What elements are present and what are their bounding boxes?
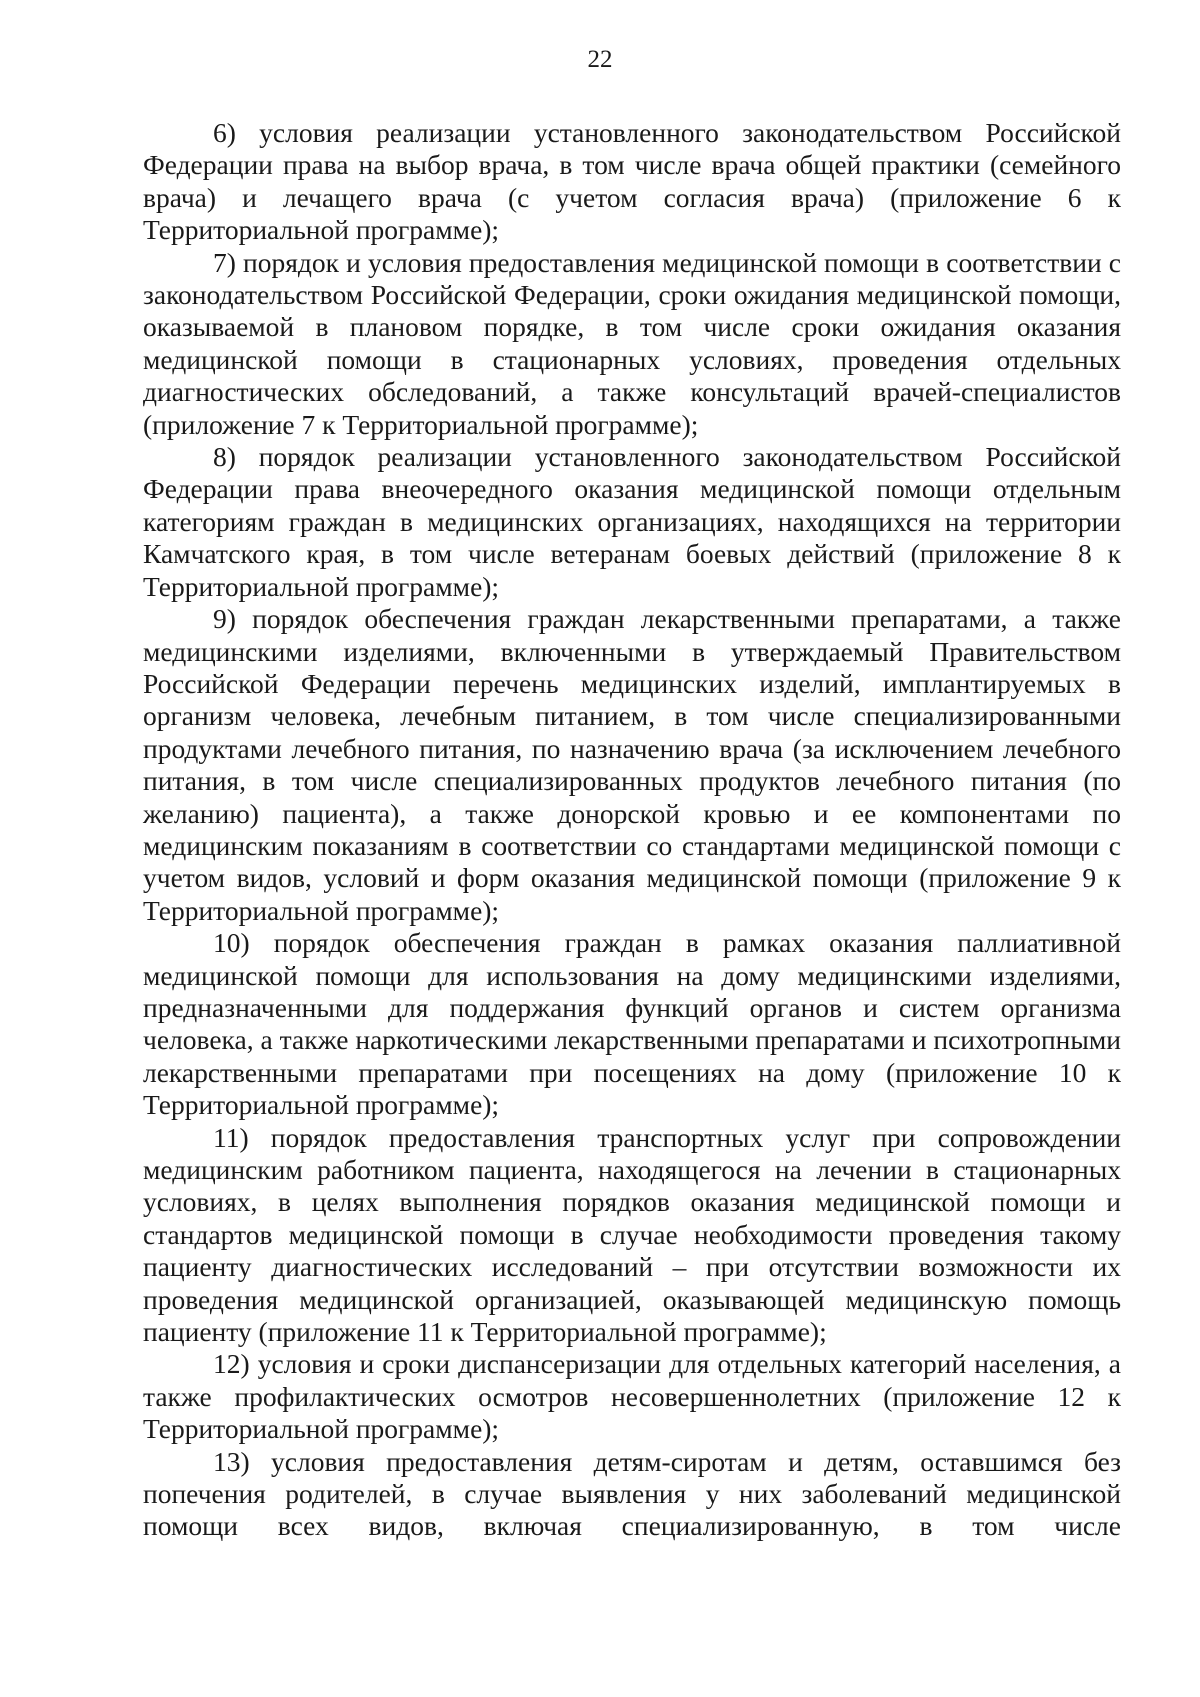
paragraph-item-10: 10) порядок обеспечения граждан в рамках оказания паллиативной медицинской помощи для использования на дому медицинскими изделиями, предназначенными для поддержания функций органов и систем организма человека, а также наркотическими лекарственными препаратами и психотропными лекарственными препаратами при посещениях на дому (приложение 10 к Территориальной программе);: [143, 927, 1121, 1121]
paragraph-item-7: 7) порядок и условия предоставления медицинской помощи в соответствии с законодательством Российской Федерации, сроки ожидания медицинской помощи, оказываемой в плановом порядке, в том числе сроки ожидания оказания медицинской помощи в стационарных условиях, проведения отдельных диагностических обследований, а также консультаций врачей-специалистов (приложение 7 к Территориальной программе);: [143, 246, 1121, 440]
paragraph-item-9: 9) порядок обеспечения граждан лекарственными препаратами, а также медицинскими изделиями, включенными в утверждаемый Правительством Российской Федерации перечень медицинских изделий, имплантируемых в организм человека, лечебным питанием, в том числе специализированными продуктами лечебного питания, по назначению врача (за исключением лечебного питания, в том числе специализированных продуктов лечебного питания (по желанию) пациента), а также донорской кровью и ее компонентами по медицинским показаниям в соответствии со стандартами медицинской помощи с учетом видов, условий и форм оказания медицинской помощи (приложение 9 к Территориальной программе);: [143, 603, 1121, 926]
paragraph-item-13: 13) условия предоставления детям-сиротам и детям, оставшимся без попечения родителей, в случае выявления у них заболеваний медицинской помощи всех видов, включая специализированную, в том числе: [143, 1445, 1121, 1542]
paragraph-item-12: 12) условия и сроки диспансеризации для отдельных категорий населения, а также профилактических осмотров несовершеннолетних (приложение 12 к Территориальной программе);: [143, 1348, 1121, 1445]
document-body: [143, 117, 1121, 1543]
page-number: 22: [587, 46, 613, 73]
paragraph-item-6: 6) условия реализации установленного законодательством Российской Федерации права на выбор врача, в том числе врача общей практики (семейного врача) и лечащего врача (с учетом согласия врача) (приложение 6 к Территориальной программе);: [143, 117, 1121, 246]
paragraph-item-11: 11) порядок предоставления транспортных услуг при сопровождении медицинским работником пациента, находящегося на лечении в стационарных условиях, в целях выполнения порядков оказания медицинской помощи и стандартов медицинской помощи в случае необходимости проведения такому пациенту диагностических исследований – при отсутствии возможности их проведения медицинской организацией, оказывающей медицинскую помощь пациенту (приложение 11 к Территориальной программе);: [143, 1121, 1121, 1348]
paragraph-item-8: 8) порядок реализации установленного законодательством Российской Федерации права внеочередного оказания медицинской помощи отдельным категориям граждан в медицинских организациях, находящихся на территории Камчатского края, в том числе ветеранам боевых действий (приложение 8 к Территориальной программе);: [143, 441, 1121, 602]
